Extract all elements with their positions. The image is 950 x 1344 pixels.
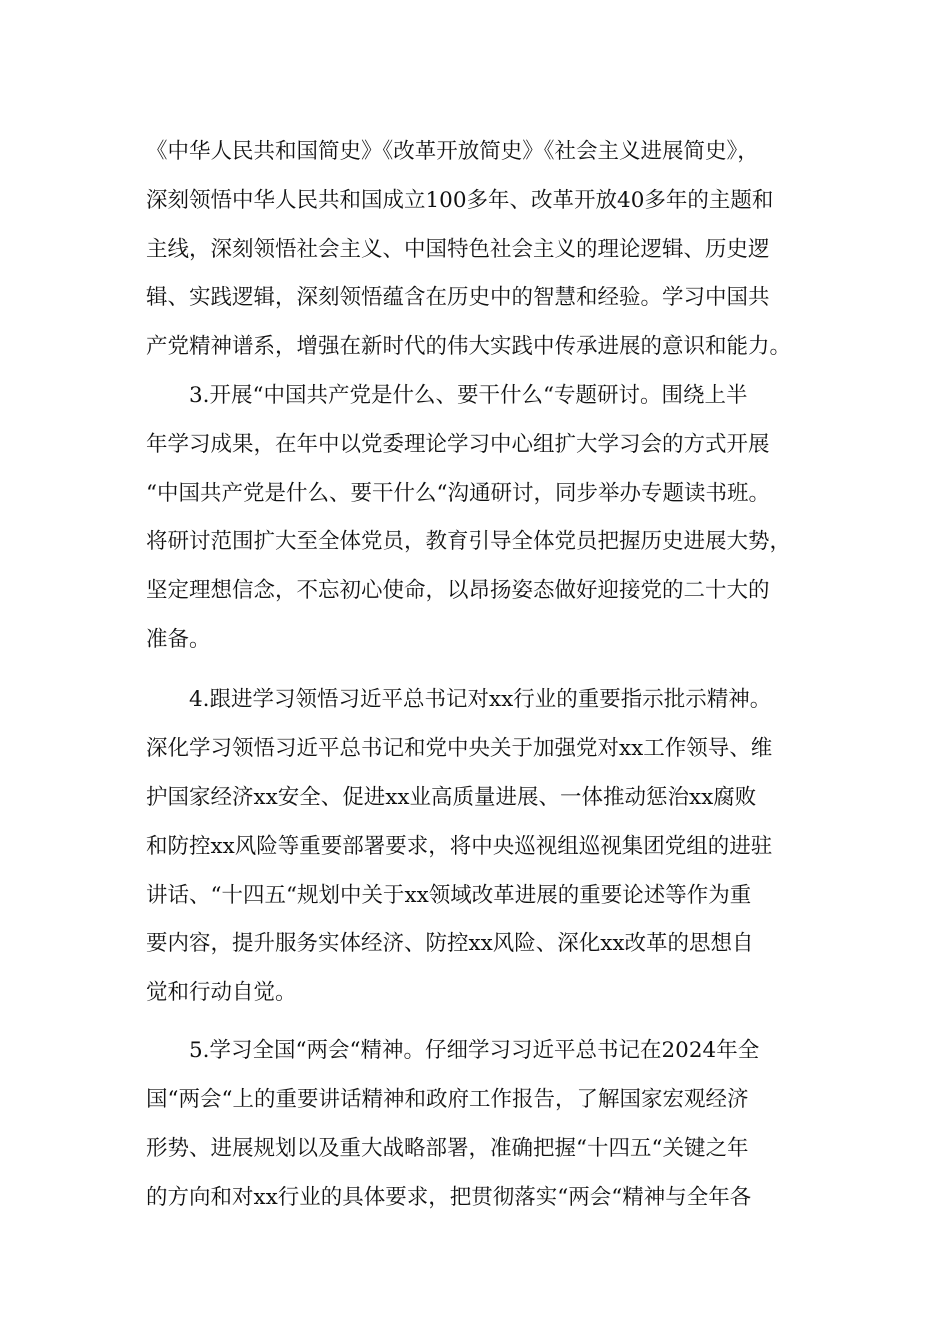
paragraph-5-heading-line: 5.学习全国“两会“精神。仔细学习习近平总书记在2024年全 xyxy=(189,1038,760,1063)
paragraph-4-heading-line: 4.跟进学习领悟习近平总书记对xx行业的重要指示批示精神。 xyxy=(189,687,772,712)
text-line-1: 《中华人民共和国简史》《改革开放简史》《社会主义进展简史》， xyxy=(146,139,759,164)
text-line-21: 形势、进展规划以及重大战略部署，准确把握“十四五“关键之年 xyxy=(146,1136,749,1161)
text-line-4: 辑、实践逻辑，深刻领悟蕴含在历史中的智慧和经验。学习中国共 xyxy=(146,285,770,310)
text-line-8: “中国共产党是什么、要干什么“沟通研讨，同步举办专题读书班。 xyxy=(146,481,770,506)
text-line-14: 护国家经济xx安全、促进xx业高质量进展、一体推动惩治xx腐败 xyxy=(146,785,757,810)
text-line-5: 产党精神谱系，增强在新时代的伟大实践中传承进展的意识和能力。 xyxy=(146,334,792,359)
text-line-20: 国“两会“上的重要讲话精神和政府工作报告，了解国家宏观经济 xyxy=(146,1087,749,1112)
text-line-7: 年学习成果，在年中以党委理论学习中心组扩大学习会的方式开展 xyxy=(146,432,770,457)
paragraph-3-heading-line: 3.开展“中国共产党是什么、要干什么“专题研讨。围绕上半 xyxy=(189,383,748,408)
text-line-16: 讲话、“十四五“规划中关于xx领域改革进展的重要论述等作为重 xyxy=(146,883,752,908)
text-line-13: 深化学习领悟习近平总书记和党中央关于加强党对xx工作领导、维 xyxy=(146,736,773,761)
text-line-9: 将研讨范围扩大至全体党员，教育引导全体党员把握历史进展大势， xyxy=(146,529,792,554)
text-line-22: 的方向和对xx行业的具体要求，把贯彻落实“两会“精神与全年各 xyxy=(146,1185,752,1210)
text-line-2: 深刻领悟中华人民共和国成立100多年、改革开放40多年的主题和 xyxy=(146,188,774,213)
text-line-3: 主线，深刻领悟社会主义、中国特色社会主义的理论逻辑、历史逻 xyxy=(146,237,770,262)
text-line-17: 要内容，提升服务实体经济、防控xx风险、深化xx改革的思想自 xyxy=(146,931,754,956)
text-line-15: 和防控xx风险等重要部署要求，将中央巡视组巡视集团党组的进驻 xyxy=(146,834,773,859)
text-line-10: 坚定理想信念，不忘初心使命，以昂扬姿态做好迎接党的二十大的 xyxy=(146,578,770,603)
text-line-11: 准备。 xyxy=(146,627,211,652)
text-line-18: 觉和行动自觉。 xyxy=(146,980,297,1005)
